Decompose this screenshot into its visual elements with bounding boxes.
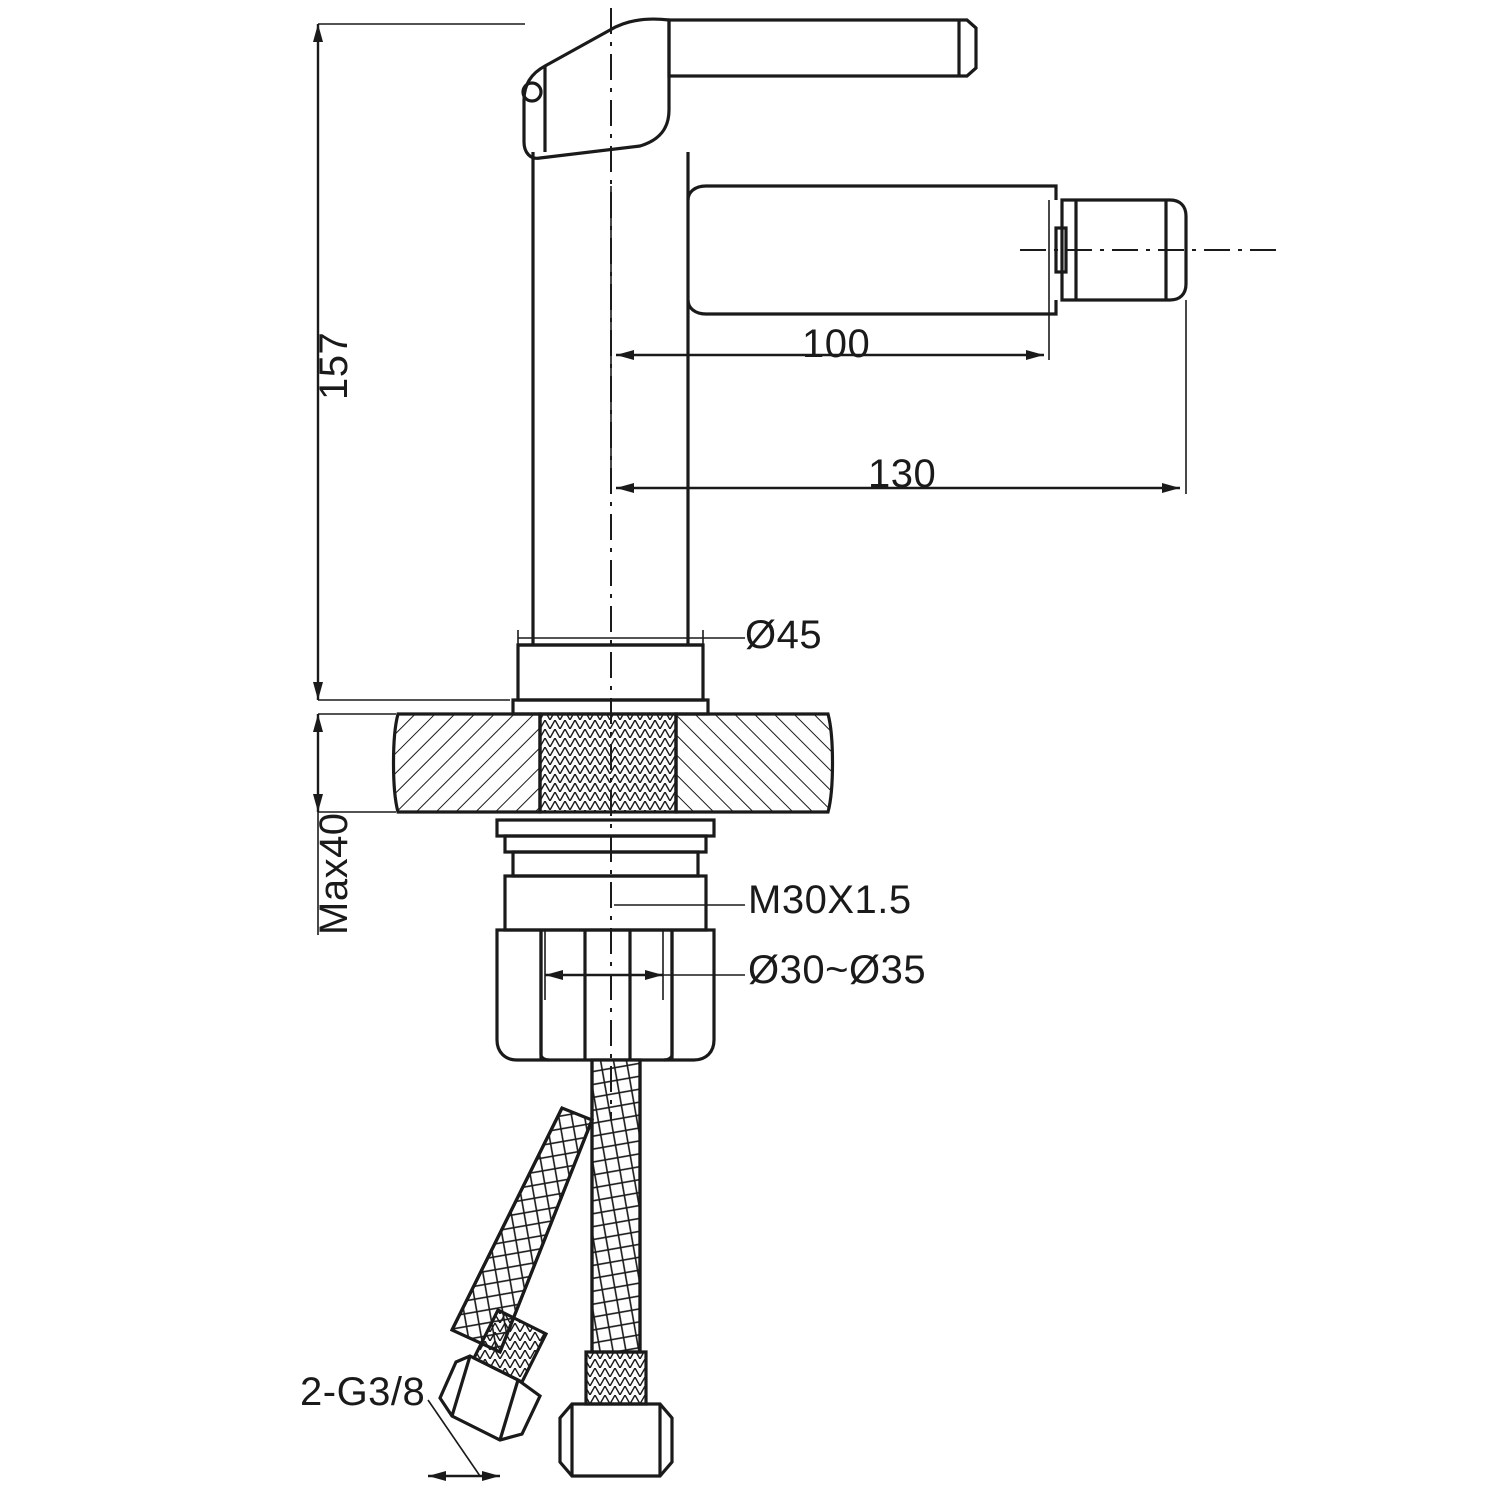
dimension-label-height-157: 157 — [312, 331, 356, 400]
dimension-label-reach-100: 100 — [802, 322, 871, 366]
faucet-body-geometry — [394, 8, 1281, 1476]
lever-handle — [523, 19, 976, 158]
mounting-shank-assembly — [497, 820, 714, 1060]
dimension-diameter-45 — [518, 630, 745, 645]
dimension-label-hole-range: Ø30~Ø35 — [748, 948, 927, 992]
dimension-connection-g38 — [428, 1400, 500, 1476]
flexible-supply-hoses — [440, 1060, 672, 1476]
dimension-label-diameter-45: Ø45 — [745, 613, 823, 657]
dimension-label-max40: Max40 — [312, 812, 356, 935]
dimension-label-connection-g38: 2-G3/8 — [300, 1370, 426, 1414]
spout-arm — [688, 186, 1186, 314]
dimension-label-total-130: 130 — [868, 452, 937, 496]
countertop-section — [394, 714, 833, 812]
dimension-label-thread-m30: M30X1.5 — [748, 878, 912, 922]
